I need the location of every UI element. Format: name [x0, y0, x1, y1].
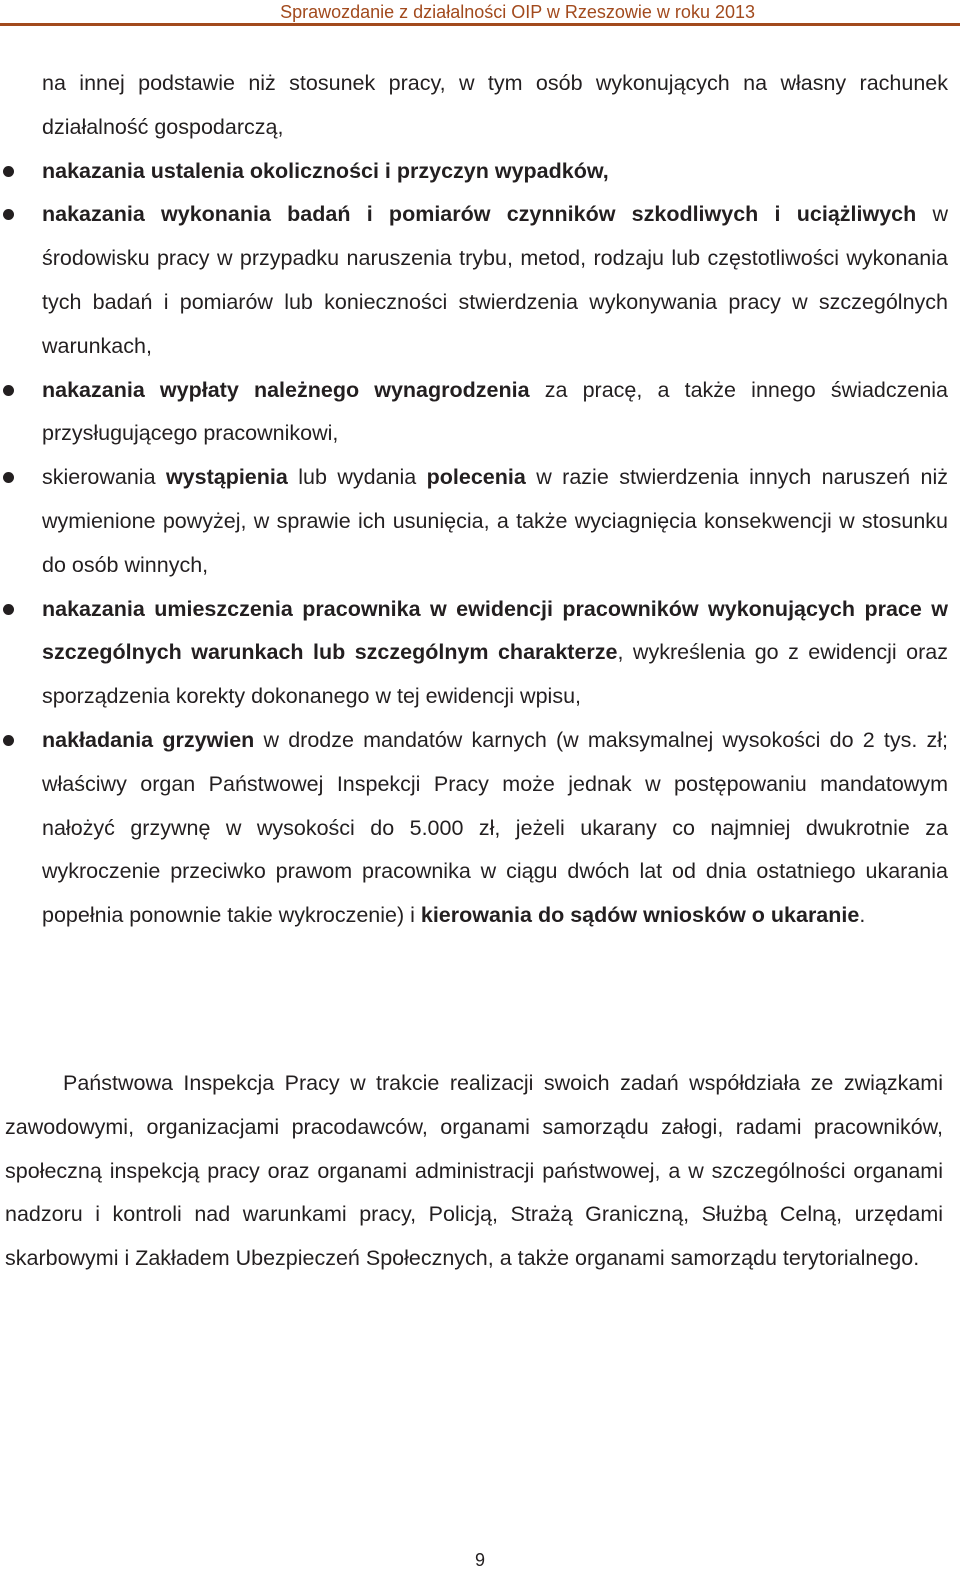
item-bold-text: wystąpienia	[165, 465, 288, 490]
list-item	[0, 369, 960, 457]
body-paragraph: Państwowa Inspekcja Pracy w trakcie realizacji swoich zadań współdziała ze związkami zawodowymi, organizacjami pracodawców, organami samorządu załogi, radami pracowników, społeczną inspekcją pracy oraz organami administracji państwowej, a w szczególności organami nadzoru i kontroli nad warunkami pracy, Policją, Strażą Graniczną, Służbą Celną, urzędami skarbowymi i Zakładem Ubezpieczeń Społecznych, a także organami samorządu terytorialnego.	[5, 1071, 943, 1271]
list-item	[0, 719, 960, 938]
list-item	[0, 193, 960, 368]
item-bold-text: nakazania wykonania badań i pomiarów czynników szkodliwych i uciążliwych	[42, 202, 917, 227]
item-bold-text: nakładania grzywien	[42, 727, 255, 752]
item-text: , wykreślenia go z ewidencji oraz sporządzenia korekty dokonanego w tej ewidencji wpisu,	[42, 640, 948, 709]
item-text: w razie stwierdzenia innych naruszeń niż wymienione powyżej, w sprawie ich usunięcia, a także wyciagnięcia konsekwencji w stosunku do osób winnych,	[42, 465, 948, 577]
page-header	[0, 0, 960, 26]
item-text: skierowania	[42, 465, 166, 490]
item-bold-text: polecenia	[426, 465, 526, 490]
item-bold-text: nakazania wypłaty należnego wynagrodzenia	[42, 377, 530, 402]
item-bold-text: kierowania do sądów wniosków o ukaranie	[420, 903, 860, 928]
item-text: lub wydania	[287, 465, 427, 490]
bullet-icon	[3, 209, 14, 220]
item-text: .	[859, 903, 866, 928]
bullet-icon	[3, 472, 14, 483]
list-item	[0, 456, 960, 587]
list-item	[0, 588, 960, 719]
item-text: w drodze mandatów karnych (w maksymalnej wysokości do 2 tys. zł; właściwy organ Państwowej Inspekcji Pracy może jednak w postępowaniu mandatowym nałożyć grzywnę w wysokości do 5.000 zł, jeżeli ukarany co najmniej dwukrotnie za wykroczenie przeciwko prawom pracownika w ciągu dwóch lat od dnia ostatniego ukarania popełnia ponownie takie wykroczenie) i	[42, 727, 948, 928]
list-item	[0, 150, 960, 194]
bullet-icon	[3, 735, 14, 746]
item-text: w środowisku pracy w przypadku naruszenia trybu, metod, rodzaju lub częstotliwości wykonania tych badań i pomiarów lub konieczności stwierdzenia wykonywania pracy w szczególnych warunkach,	[42, 202, 949, 358]
header-title: Sprawozdanie z działalności OIP w Rzeszowie w roku 2013	[280, 2, 755, 22]
bullet-icon	[3, 166, 14, 177]
item-bold-text: nakazania ustalenia okoliczności i przyczyn wypadków,	[42, 158, 609, 183]
bullet-icon	[3, 604, 14, 615]
item-bold-text: nakazania umieszczenia pracownika w ewidencji pracowników wykonujących prace w szczególnych warunkach lub szczególnym charakterze	[42, 596, 948, 665]
bullet-icon	[3, 385, 14, 396]
page-number: 9	[474, 1550, 485, 1570]
item-text: za pracę, a także innego świadczenia przysługującego pracownikowi,	[42, 377, 949, 446]
bullet-list	[0, 62, 960, 938]
list-item-continuation	[0, 62, 960, 150]
item-text: na innej podstawie niż stosunek pracy, w tym osób wykonujących na własny rachunek działalność gospodarczą,	[42, 71, 948, 139]
